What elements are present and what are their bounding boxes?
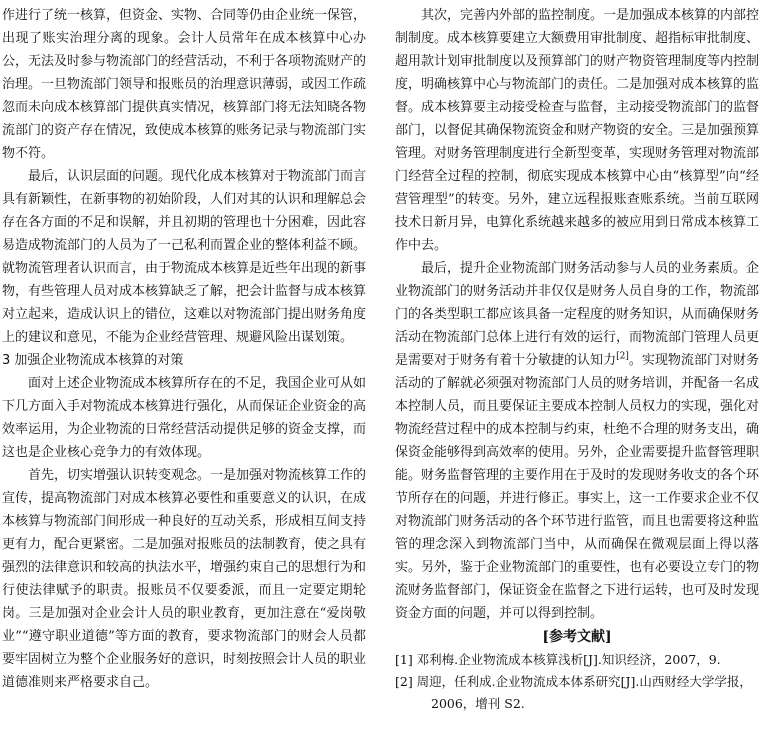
references-title: [参考文献]	[542, 629, 612, 645]
reference-item: [2] 周迎，任利成.企业物流成本体系研究[J].山西财经大学学报，2006，增刊 S2.	[395, 674, 752, 711]
paragraph-final-measure	[395, 257, 759, 625]
paragraph-second-measure: 其次，完善内外部的监控制度。一是加强成本核算的内部控制制度。成本核算要建立大额费用审批制度、超指标审批制度、超用款计划审批制度以及预算部门的财产物资管理制度等内控制度，明确核算中心与物流部门的责任。二是加强对成本核算的监督。成本核算要主动接受检查与监督，主动接受物流部门的监督部门，以督促其确保物流资金和财产物资的安全。三是加强预算管理。对财务管理制度进行全新型变革，实现财务管理对物流部门经营全过程的控制，彻底实现成本核算中心由“核算型”向“经营管理型”的转变。另外，建立远程报账查账系统。当前互联网技术日新月异，电算化系统越来越多的被应用到日常成本核算工作中去。	[395, 8, 760, 253]
final-measure-text-b: 。实现物流部门对财务活动的了解就必须强对物流部门人员的财务培训，并配备一名成本控制人员，而且要保证主要成本控制人员权力的实现，强化对物流经营过程中的成本控制与约束，杜绝不合理的财务支出，确保资金能够得到高效率的使用。另外，企业需要提升监督管理职能。财务监督管理的主要作用在于及时的发现财务收支的各个环节所存在的问题，并进行修正。事实上，这一工作要求企业不仅对物流部门财务活动的各个环节进行监管，而且也需要将这种监管的理念深入到物流部门当中，从而确保在微观层面上得以落实。另外，鉴于企业物流部门的重要性，也有必要设立专门的物流财务监督部门，保证资金在监督之下进行运转，也可及时发现资金方面的问题，并可以得到控制。	[395, 353, 760, 621]
citation-superscript: [2]	[616, 351, 629, 362]
section-heading: 3 加强企业物流成本核算的对策	[2, 353, 184, 368]
right-column	[395, 4, 759, 715]
paragraph-awareness-problem: 最后，认识层面的问题。现代化成本核算对于物流部门而言具有新颖性，在新事物的初始阶段，人们对其的认识和理解总会存在各方面的不足和误解，并且初期的管理也十分困难，因此容易造成物流部门的人员为了一己私利而置企业的整体利益不顾。就物流管理者认识而言，由于物流成本核算是近些年出现的新事物，有些管理人员对成本核算缺乏了解，把会计监督与成本核算对立起来，造成认识上的错位，这难以对物流部门提出财务角度上的建议和意见，不能为企业经营管理、规避风险出谋划策。	[2, 169, 367, 345]
left-column	[2, 4, 366, 694]
paragraph-first-measure: 首先，切实增强认识转变观念。一是加强对物流核算工作的宣传，提高物流部门对成本核算必要性和重要意义的认识，在成本核算与物流部门间形成一种良好的互动关系，形成相互间支持更有力，配合更紧密。二是加强对报账员的法制教育，使之具有强烈的法律意识和较高的执法水平，增强约束自己的思想行为和行使法律赋予的职责。报账员不仅要委派，而且一定要定期轮岗。三是加强对企业会计人员的职业教育，更加注意在“爱岗敬业”“遵守职业道德”等方面的教育，要求物流部门的财会人员都要牢固树立为整个企业服务好的意识，时刻按照会计人员的职业道德准则来严格要求自己。	[2, 468, 367, 690]
paragraph-account-separation: 作进行了统一核算，但资金、实物、合同等仍由企业统一保管，出现了账实治理分离的现象。会计人员常年在成本核算中心办公，无法及时参与物流部门的经营活动，不利于各项物流财产的治理。一旦物流部门领导和报账员的治理意识薄弱，或因工作疏忽而未向成本核算部门提供真实情况，核算部门将无法知晓各物流部门的资产存在情况，致使成本核算的账务记录与物流部门实物不符。	[2, 8, 367, 161]
reference-item: [1] 邓利梅.企业物流成本核算浅析[J].知识经济，2007，9.	[395, 652, 721, 667]
paragraph-countermeasures-intro: 面对上述企业物流成本核算所存在的不足，我国企业可从如下几方面入手对物流成本核算进行强化，从而保证企业资金的高效率运用，为企业物流的日常经营活动提供足够的资金支撑，而这也是企业核心竞争力的有效体现。	[2, 376, 367, 460]
final-measure-text-a: 最后，提升企业物流部门财务活动参与人员的业务素质。企业物流部门的财务活动并非仅仅是财务人员自身的工作，物流部门的各类型职工都应该具备一定程度的财务知识，从而确保财务活动在物流部门总体上进行有效的运行，而物流部门管理人员更是需要对于财务有着十分敏捷的认知力	[395, 261, 760, 368]
